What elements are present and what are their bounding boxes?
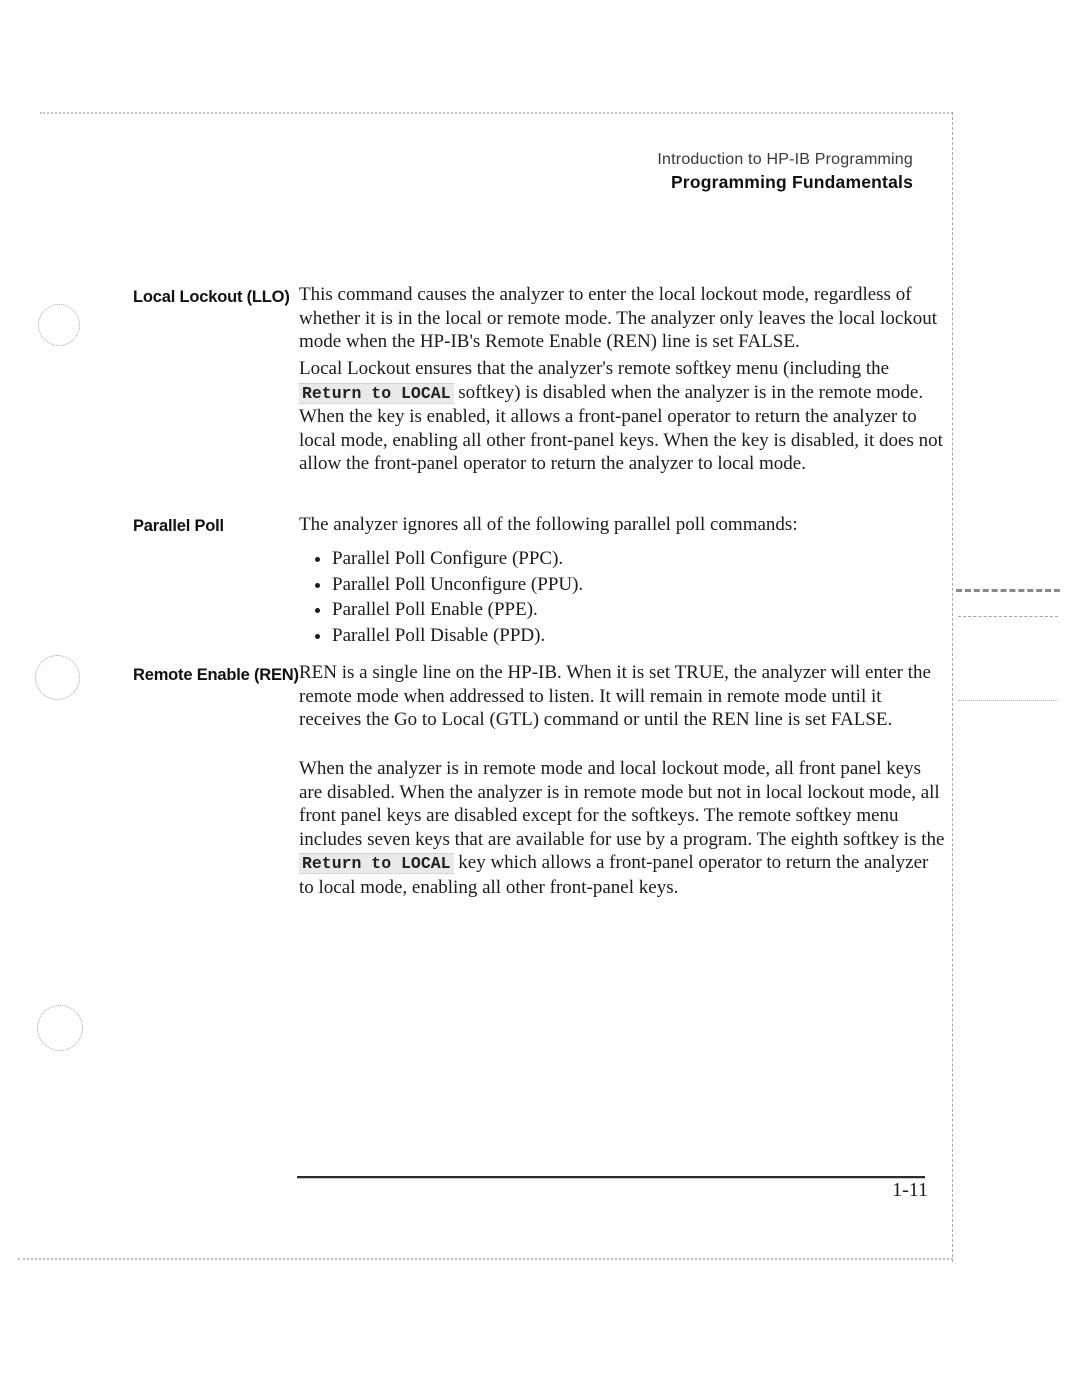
scan-margin-dash [958, 700, 1058, 701]
scan-top-edge-line [40, 112, 953, 114]
punch-hole-mark [35, 655, 80, 700]
footer-rule [297, 1176, 925, 1178]
parallel-poll-intro: The analyzer ignores all of the following parallel poll commands: [299, 514, 798, 535]
paragraph-text: Local Lockout ensures that the analyzer's remote softkey menu (including the [299, 358, 890, 379]
ren-paragraph-2 [299, 757, 947, 899]
scan-margin-dash [958, 616, 1058, 617]
list-item: • Parallel Poll Unconfigure (PPU). [332, 572, 972, 598]
paragraph-text: key which allows a front-panel operator to return the analyzer to local mode, enabling all other front-panel keys. [299, 852, 929, 898]
paragraph-text: When the analyzer is in remote mode and local lockout mode, all front panel keys are disabled. When the analyzer is in remote mode but not in local lockout mode, all front panel keys are disabled except for the softkeys. The remote softkey menu includes seven keys that are available for use by a program. The eighth softkey is the [299, 758, 945, 850]
section-label-remote-enable: Remote Enable (REN) [133, 666, 299, 684]
paragraph-text: softkey) is disabled when the analyzer is in the remote mode. When the key is enabled, it allows a front-panel operator to return the analyzer to local mode, enabling all other front-panel keys. When the key is disabled, it does not allow the front-panel operator to return the analyzer to local mode. [299, 381, 943, 474]
header-section-title: Programming Fundamentals [670, 172, 913, 192]
parallel-poll-list [306, 546, 972, 648]
llo-paragraph-1: This command causes the analyzer to enter the local lockout mode, regardless of whether it is in the local or remote mode. The analyzer only leaves the local lockout mode when the HP-IB's Remote Enable (REN) line is set FALSE. [299, 284, 938, 352]
section-label-local-lockout: Local Lockout (LLO) [133, 288, 290, 306]
return-to-local-softkey-label: Return to LOCAL [299, 383, 454, 404]
list-item: • Parallel Poll Enable (PPE). [332, 597, 972, 623]
return-to-local-softkey-label: Return to LOCAL [299, 853, 454, 874]
llo-paragraph-2 [299, 357, 947, 476]
page-number: 1-11 [892, 1179, 928, 1201]
punch-hole-mark [38, 304, 80, 346]
scan-right-edge-line [952, 112, 953, 1262]
section-label-parallel-poll: Parallel Poll [133, 517, 224, 535]
punch-hole-mark [37, 1005, 83, 1051]
list-item: • Parallel Poll Disable (PPD). [332, 623, 972, 649]
list-item: • Parallel Poll Configure (PPC). [332, 546, 972, 572]
page-header [0, 150, 913, 194]
scan-bottom-edge-line [18, 1258, 953, 1260]
header-chapter-title: Introduction to HP-IB Programming [657, 151, 913, 168]
ren-paragraph-1: REN is a single line on the HP-IB. When it is set TRUE, the analyzer will enter the remote mode when addressed to listen. It will remain in remote mode until it receives the Go to Local (GTL) command or until the REN line is set FALSE. [299, 662, 931, 730]
